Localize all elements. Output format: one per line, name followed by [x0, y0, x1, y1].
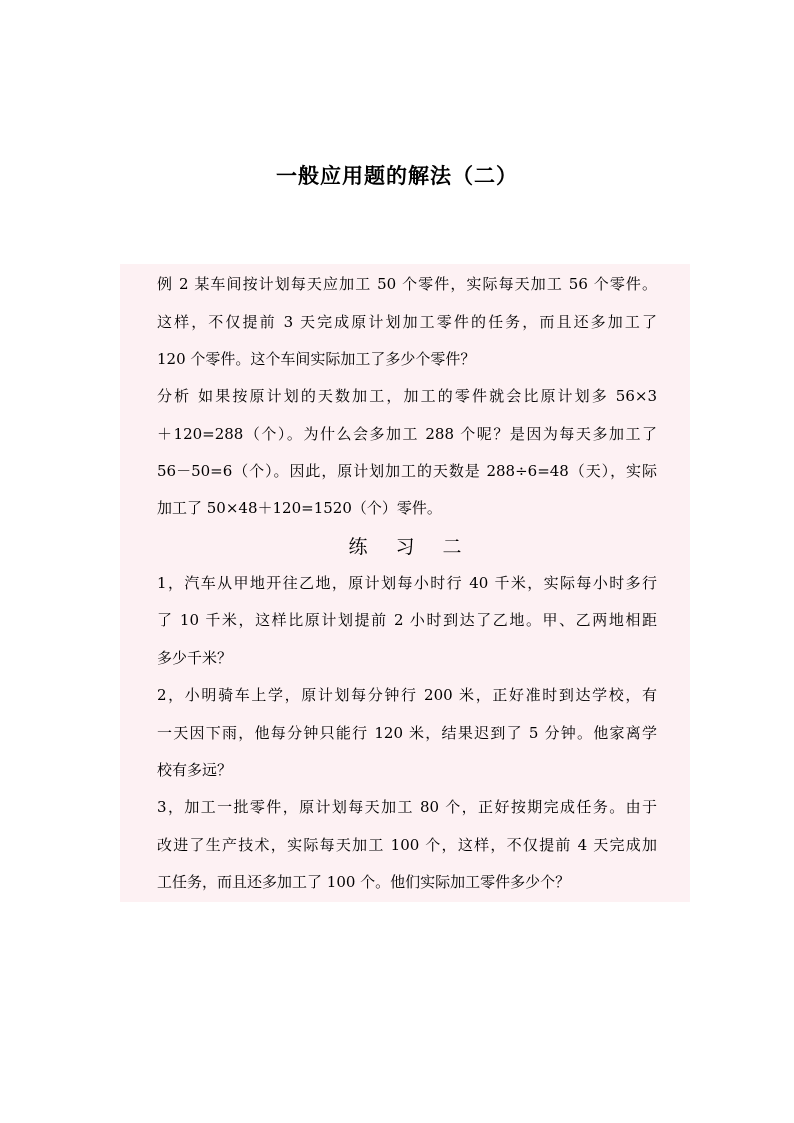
analysis-line: 加工了 50×48＋120=1520（个）零件。: [157, 499, 442, 517]
problem-line: 1，汽车从甲地开往乙地，原计划每小时行 40 千米，实际每小时多行: [157, 574, 657, 592]
example-line: 例 2 某车间按计划每天应加工 50 个零件，实际每天加工 56 个零件。: [157, 275, 657, 293]
example-line: 这样，不仅提前 3 天完成原计划加工零件的任务，而且还多加工了: [157, 313, 657, 331]
problem-line: 3，加工一批零件，原计划每天加工 80 个，正好按期完成任务。由于: [157, 798, 657, 816]
problem-line: 2，小明骑车上学，原计划每分钟行 200 米，正好准时到达学校，有: [157, 686, 657, 704]
problem-line: 校有多远？: [157, 761, 233, 779]
page-title: 一般应用题的解法（二）: [276, 163, 518, 188]
analysis-line: 分析 如果按原计划的天数加工，加工的零件就会比原计划多 56×3: [157, 387, 657, 405]
problem-line: 一天因下雨，他每分钟只能行 120 米，结果迟到了 5 分钟。他家离学: [157, 724, 657, 742]
problem-line: 多少千米？: [157, 649, 233, 667]
analysis-line: 56－50=6（个）。因此，原计划加工的天数是 288÷6=48（天），实际: [157, 462, 657, 480]
example-line: 120 个零件。这个车间实际加工了多少个零件？: [157, 350, 476, 368]
problem-line: 工任务，而且还多加工了 100 个。他们实际加工零件多少个？: [157, 873, 571, 891]
analysis-line: ＋120=288（个）。为什么会多加工 288 个呢？是因为每天多加工了: [157, 425, 657, 443]
problem-line: 改进了生产技术，实际每天加工 100 个，这样，不仅提前 4 天完成加: [157, 836, 657, 854]
problem-line: 了 10 千米，这样比原计划提前 2 小时到达了乙地。甲、乙两地相距: [157, 611, 657, 629]
exercise-heading: 练习二: [348, 536, 490, 558]
